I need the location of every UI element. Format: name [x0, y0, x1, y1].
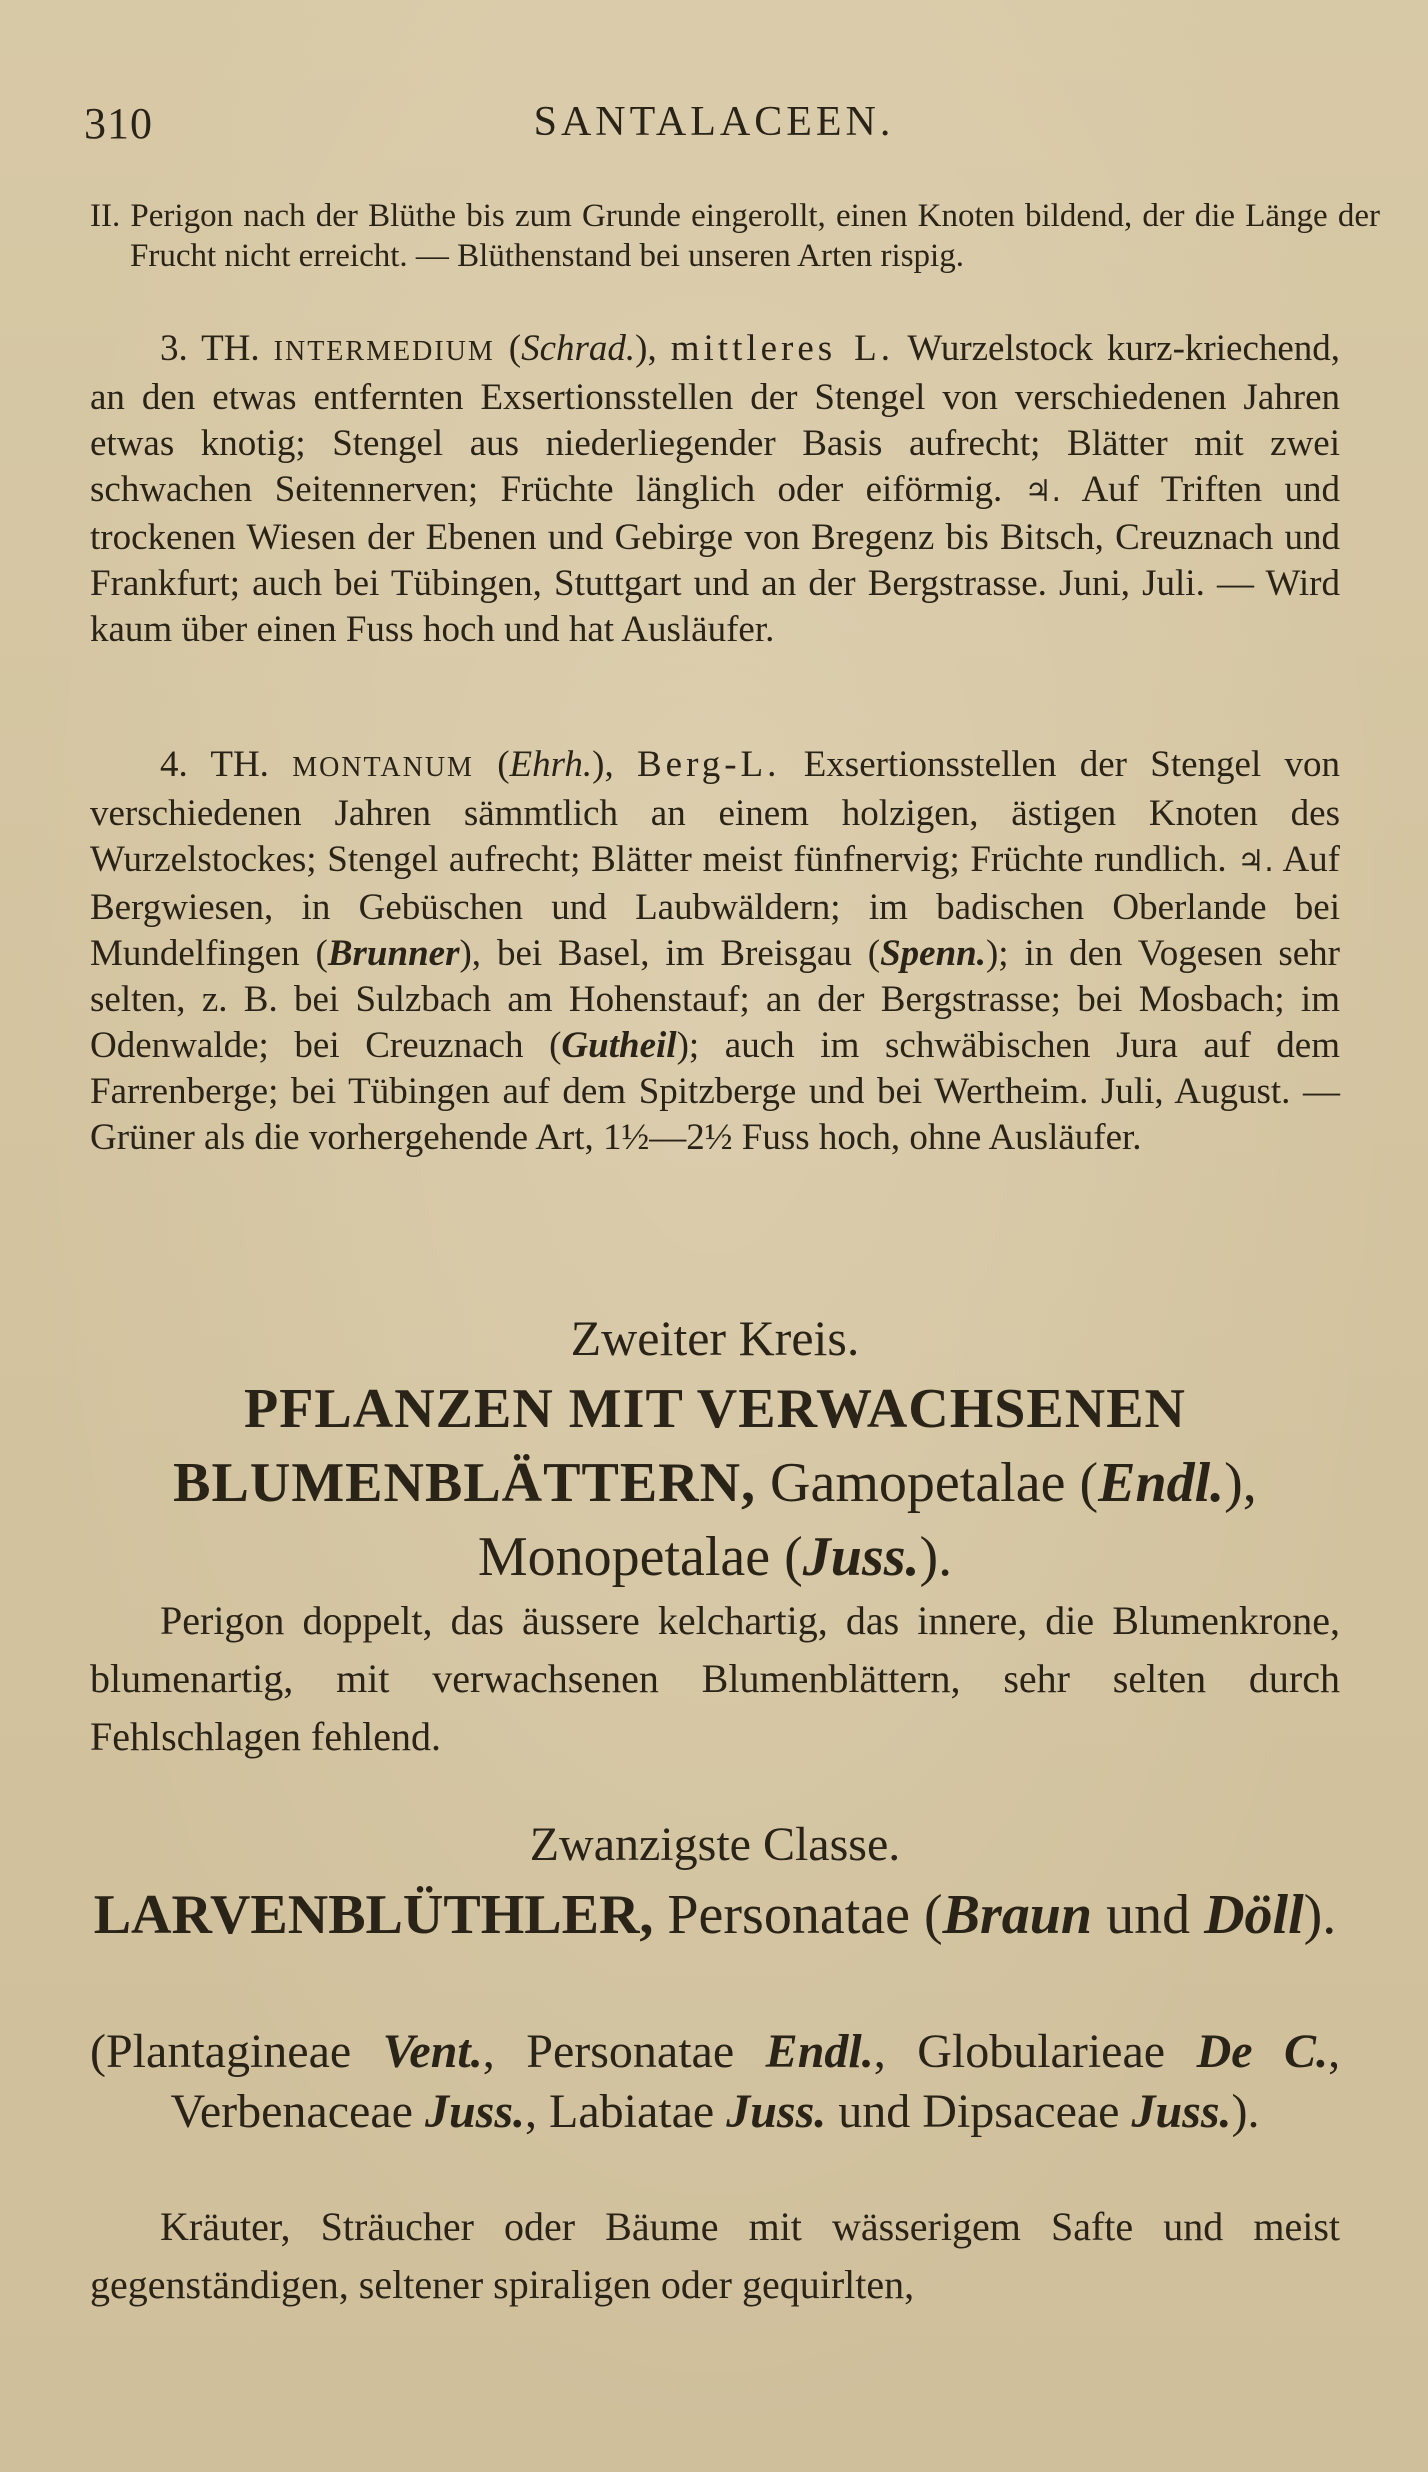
circle-heading: PFLANZEN MIT VERWACHSENEN BLUMENBLÄTTERN, Gamopetalae (Endl.), Monopetalae (Juss.).: [173, 1378, 1257, 1588]
section-ii-text: Perigon nach der Blüthe bis zum Grunde eingerollt, einen Knoten bildend, der die Länge der Frucht nicht erreicht. — Blüthenstand bei unseren Arten rispig.: [130, 198, 1380, 274]
species-3-epithet: INTERMEDIUM: [273, 336, 495, 367]
species-3-habitat: Auf Triften und trockenen Wiesen der Ebenen und Gebirge von Bregenz bis Bitsch, Creuznach und Frankfurt; auch bei Tübingen, Stuttgart und an der Bergstrasse. Juni, Juli. — Wird kaum über einen Fuss hoch und hat Ausläufer.: [90, 469, 1340, 650]
family-item: (Plantagineae Vent.,: [90, 2025, 495, 2078]
species-4-description: Exsertionsstellen der Stengel von verschiedenen Jahren sämmtlich an einem holzigen, ästigen Knoten des Wurzelstockes; Stengel aufrecht; Blätter meist fünfnervig; Früchte rundlich.: [90, 744, 1340, 880]
family-item: Dipsaceae Juss.).: [922, 2085, 1260, 2138]
collector-ref: Spenn.: [880, 933, 986, 974]
class-description: Kräuter, Sträucher oder Bäume mit wässerigem Safte und meist gegenständigen, seltener spiraligen oder gequirlten,: [90, 2204, 1340, 2307]
running-title: SANTALACEEN.: [533, 99, 895, 145]
circle-author-2: Juss.: [802, 1526, 920, 1588]
family-item: Personatae Endl.,: [526, 2025, 886, 2078]
section-numeral: II.: [90, 198, 121, 234]
circle-title: Zweiter Kreis.: [570, 1310, 860, 1366]
class-title: Zwanzigste Classe.: [529, 1818, 901, 1871]
species-3-number: 3. TH.: [160, 328, 260, 369]
family-list: [90, 2022, 1340, 2142]
perennial-symbol: ♃.: [1024, 474, 1062, 509]
species-3-author: Schrad.: [521, 328, 636, 369]
species-3-common-name: mittleres L.: [670, 328, 895, 369]
species-4-habitat: Auf Bergwiesen, in Gebüschen und Laubwäldern; im badischen Oberlande bei Mundelfingen (: [90, 839, 1340, 974]
family-item: Verbenaceae Juss.,: [170, 2085, 537, 2138]
species-3-entry: 3. TH. INTERMEDIUM (Schrad.), mittleres L. Wurzelstock kurz-kriechend, an den etwas entfernten Exsertionsstellen der Stengel von verschiedenen Jahren etwas knotig; Stengel aus niederliegender Basis aufrecht; Blätter mit zwei schwachen Seitennerven; Früchte länglich oder eiförmig. ♃. Auf Triften und trockenen Wiesen der Ebenen und Gebirge von Bregenz bis Bitsch, Creuznach und Frankfurt; auch bei Tübingen, Stuttgart und an der Bergstrasse. Juni, Juli. — Wird kaum über einen Fuss hoch und hat Ausläufer.: [90, 328, 1341, 650]
section-ii-paragraph: [90, 196, 1380, 276]
collector-ref: Gutheil: [561, 1025, 677, 1066]
species-4-epithet: MONTANUM: [292, 752, 474, 783]
perennial-symbol: ♃.: [1237, 844, 1274, 879]
class-author-1: Braun: [942, 1884, 1093, 1946]
species-4-entry: 4. TH. MONTANUM (Ehrh.), Berg-L. Exsertionsstellen der Stengel von verschiedenen Jahren sämmtlich an einem holzigen, ästigen Knoten des Wurzelstockes; Stengel aufrecht; Blätter meist fünfnervig; Früchte rundlich. ♃. Auf Bergwiesen, in Gebüschen und Laubwäldern; im badischen Oberlande bei Mundelfingen (Brunner), bei Basel, im Breisgau (Spenn.); in den Vogesen sehr selten, z. B. bei Sulzbach am Hohenstauf; an der Bergstrasse; bei Mosbach; im Odenwalde; bei Creuznach (Gutheil); auch im schwäbischen Jura auf dem Farrenberge; bei Tübingen auf dem Spitzberge und bei Wertheim. Juli, August. — Grüner als die vorhergehende Art, 1½—2½ Fuss hoch, ohne Ausläufer.: [90, 744, 1340, 1158]
class-heading-main: LARVENBLÜTHLER,: [93, 1884, 654, 1946]
family-item: Labiatae Juss. und: [549, 2085, 911, 2138]
species-4-common-name: Berg-L.: [636, 744, 781, 785]
class-author-2: Döll: [1204, 1884, 1304, 1946]
species-4-author: Ehrh.: [509, 744, 593, 785]
species-3-description: Wurzelstock kurz-kriechend, an den etwas entfernten Exsertionsstellen der Stengel von verschiedenen Jahren etwas knotig; Stengel aus niederliegender Basis aufrecht; Blätter mit zwei schwachen Seitennerven; Früchte länglich oder eiförmig.: [90, 328, 1341, 510]
circle-author-1: Endl.: [1098, 1452, 1225, 1514]
circle-heading-main: PFLANZEN MIT VERWACHSENEN BLUMENBLÄTTERN,: [173, 1378, 1186, 1514]
page-header: [84, 98, 1344, 158]
species-4-number: 4. TH.: [160, 744, 269, 785]
page-number: 310: [84, 99, 153, 148]
circle-description: Perigon doppelt, das äussere kelchartig, das innere, die Blumenkrone, blumenartig, mit verwachsenen Blumenblättern, sehr selten durch Fehlschlagen fehlend.: [90, 1598, 1340, 1759]
class-heading: LARVENBLÜTHLER, Personatae (Braun und Döll).: [93, 1884, 1337, 1946]
family-item: Globularieae De C.,: [917, 2025, 1341, 2078]
collector-ref: Brunner: [327, 933, 460, 974]
